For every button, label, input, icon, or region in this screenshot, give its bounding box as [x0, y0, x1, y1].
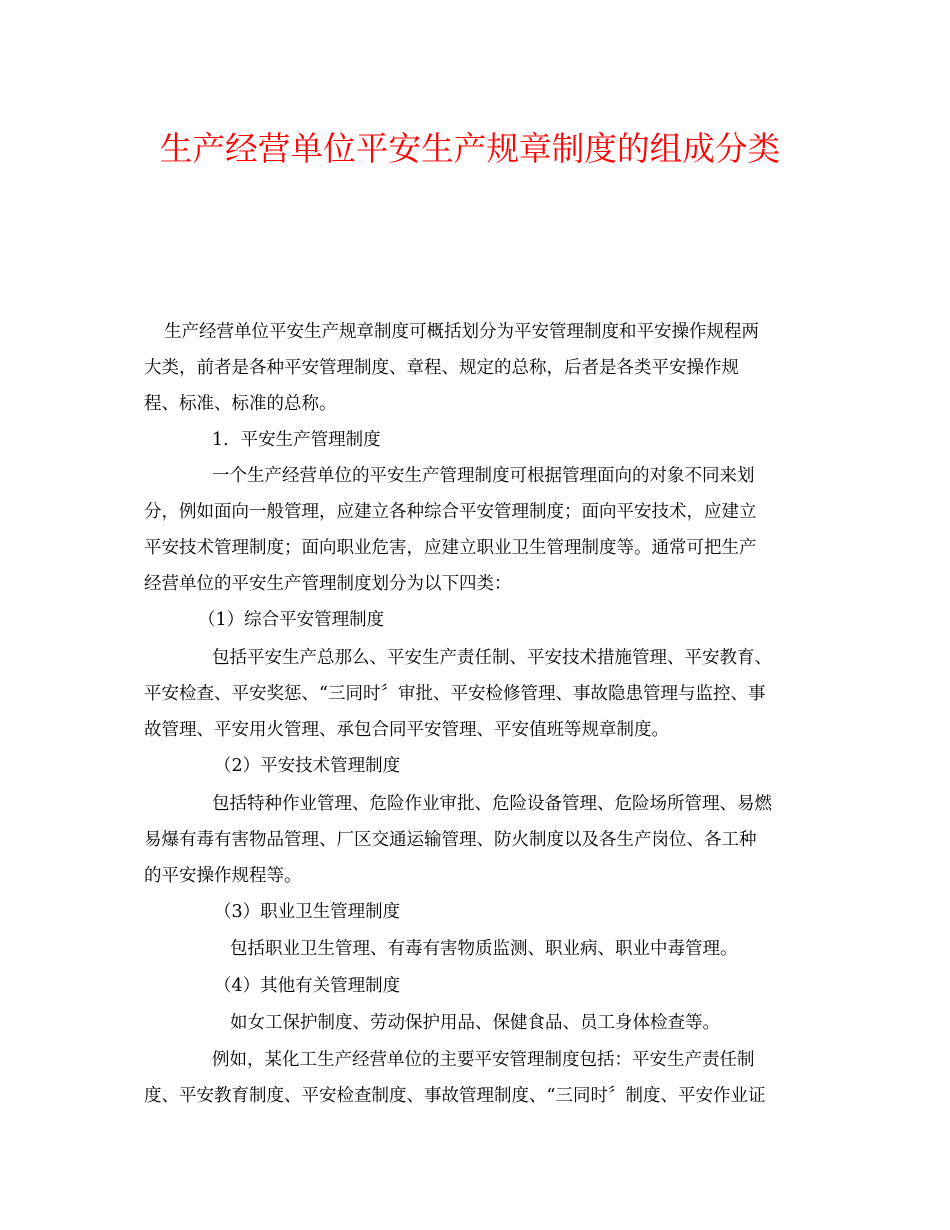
item-3-heading: （3）职业卫生管理制度 — [214, 902, 401, 922]
intro-line-2: 大类，前者是各种平安管理制度、章程、规定的总称，后者是各类平安操作规 — [144, 358, 739, 378]
item-4-line-1: 如女工保护制度、劳动保护用品、保健食品、员工身体检查等。 — [230, 1013, 720, 1033]
example-line-2: 度、平安教育制度、平安检查制度、事故管理制度、“三同时〞制度、平安作业证 — [144, 1086, 766, 1106]
section-1-line-3: 平安技术管理制度；面向职业危害，应建立职业卫生管理制度等。通常可把生产 — [144, 538, 757, 558]
intro-line-3: 程、标准、标准的总称。 — [144, 394, 337, 414]
item-4-heading: （4）其他有关管理制度 — [214, 976, 401, 996]
item-3-line-1: 包括职业卫生管理、有毒有害物质监测、职业病、职业中毒管理。 — [230, 939, 738, 959]
item-1-line-2: 平安检查、平安奖惩、“三同时〞审批、平安检修管理、事故隐患管理与监控、事 — [144, 684, 766, 704]
section-1-line-4: 经营单位的平安生产管理制度划分为以下四类： — [144, 574, 512, 594]
item-2-line-1: 包括特种作业管理、危险作业审批、危险设备管理、危险场所管理、易燃 — [212, 794, 772, 814]
item-2-line-3: 的平安操作规程等。 — [144, 866, 302, 886]
item-2-heading: （2）平安技术管理制度 — [214, 756, 401, 776]
item-1-line-1: 包括平安生产总那么、平安生产责任制、平安技术措施管理、平安教育、 — [212, 648, 772, 668]
intro-line-1: 生产经营单位平安生产规章制度可概括划分为平安管理制度和平安操作规程两 — [164, 322, 759, 342]
document-title: 生产经营单位平安生产规章制度的组成分类 — [159, 129, 781, 168]
section-1-heading: 1．平安生产管理制度 — [212, 430, 381, 450]
item-1-line-3: 故管理、平安用火管理、承包合同平安管理、平安值班等规章制度。 — [144, 720, 669, 740]
item-2-line-2: 易爆有毒有害物品管理、厂区交通运输管理、防火制度以及各生产岗位、各工种 — [144, 830, 757, 850]
item-1-heading: （1）综合平安管理制度 — [198, 610, 385, 630]
section-1-line-1: 一个生产经营单位的平安生产管理制度可根据管理面向的对象不同来划 — [212, 466, 755, 486]
example-line-1: 例如，某化工生产经营单位的主要平安管理制度包括：平安生产责任制 — [212, 1050, 755, 1070]
section-1-line-2: 分，例如面向一般管理，应建立各种综合平安管理制度；面向平安技术，应建立 — [144, 502, 757, 522]
